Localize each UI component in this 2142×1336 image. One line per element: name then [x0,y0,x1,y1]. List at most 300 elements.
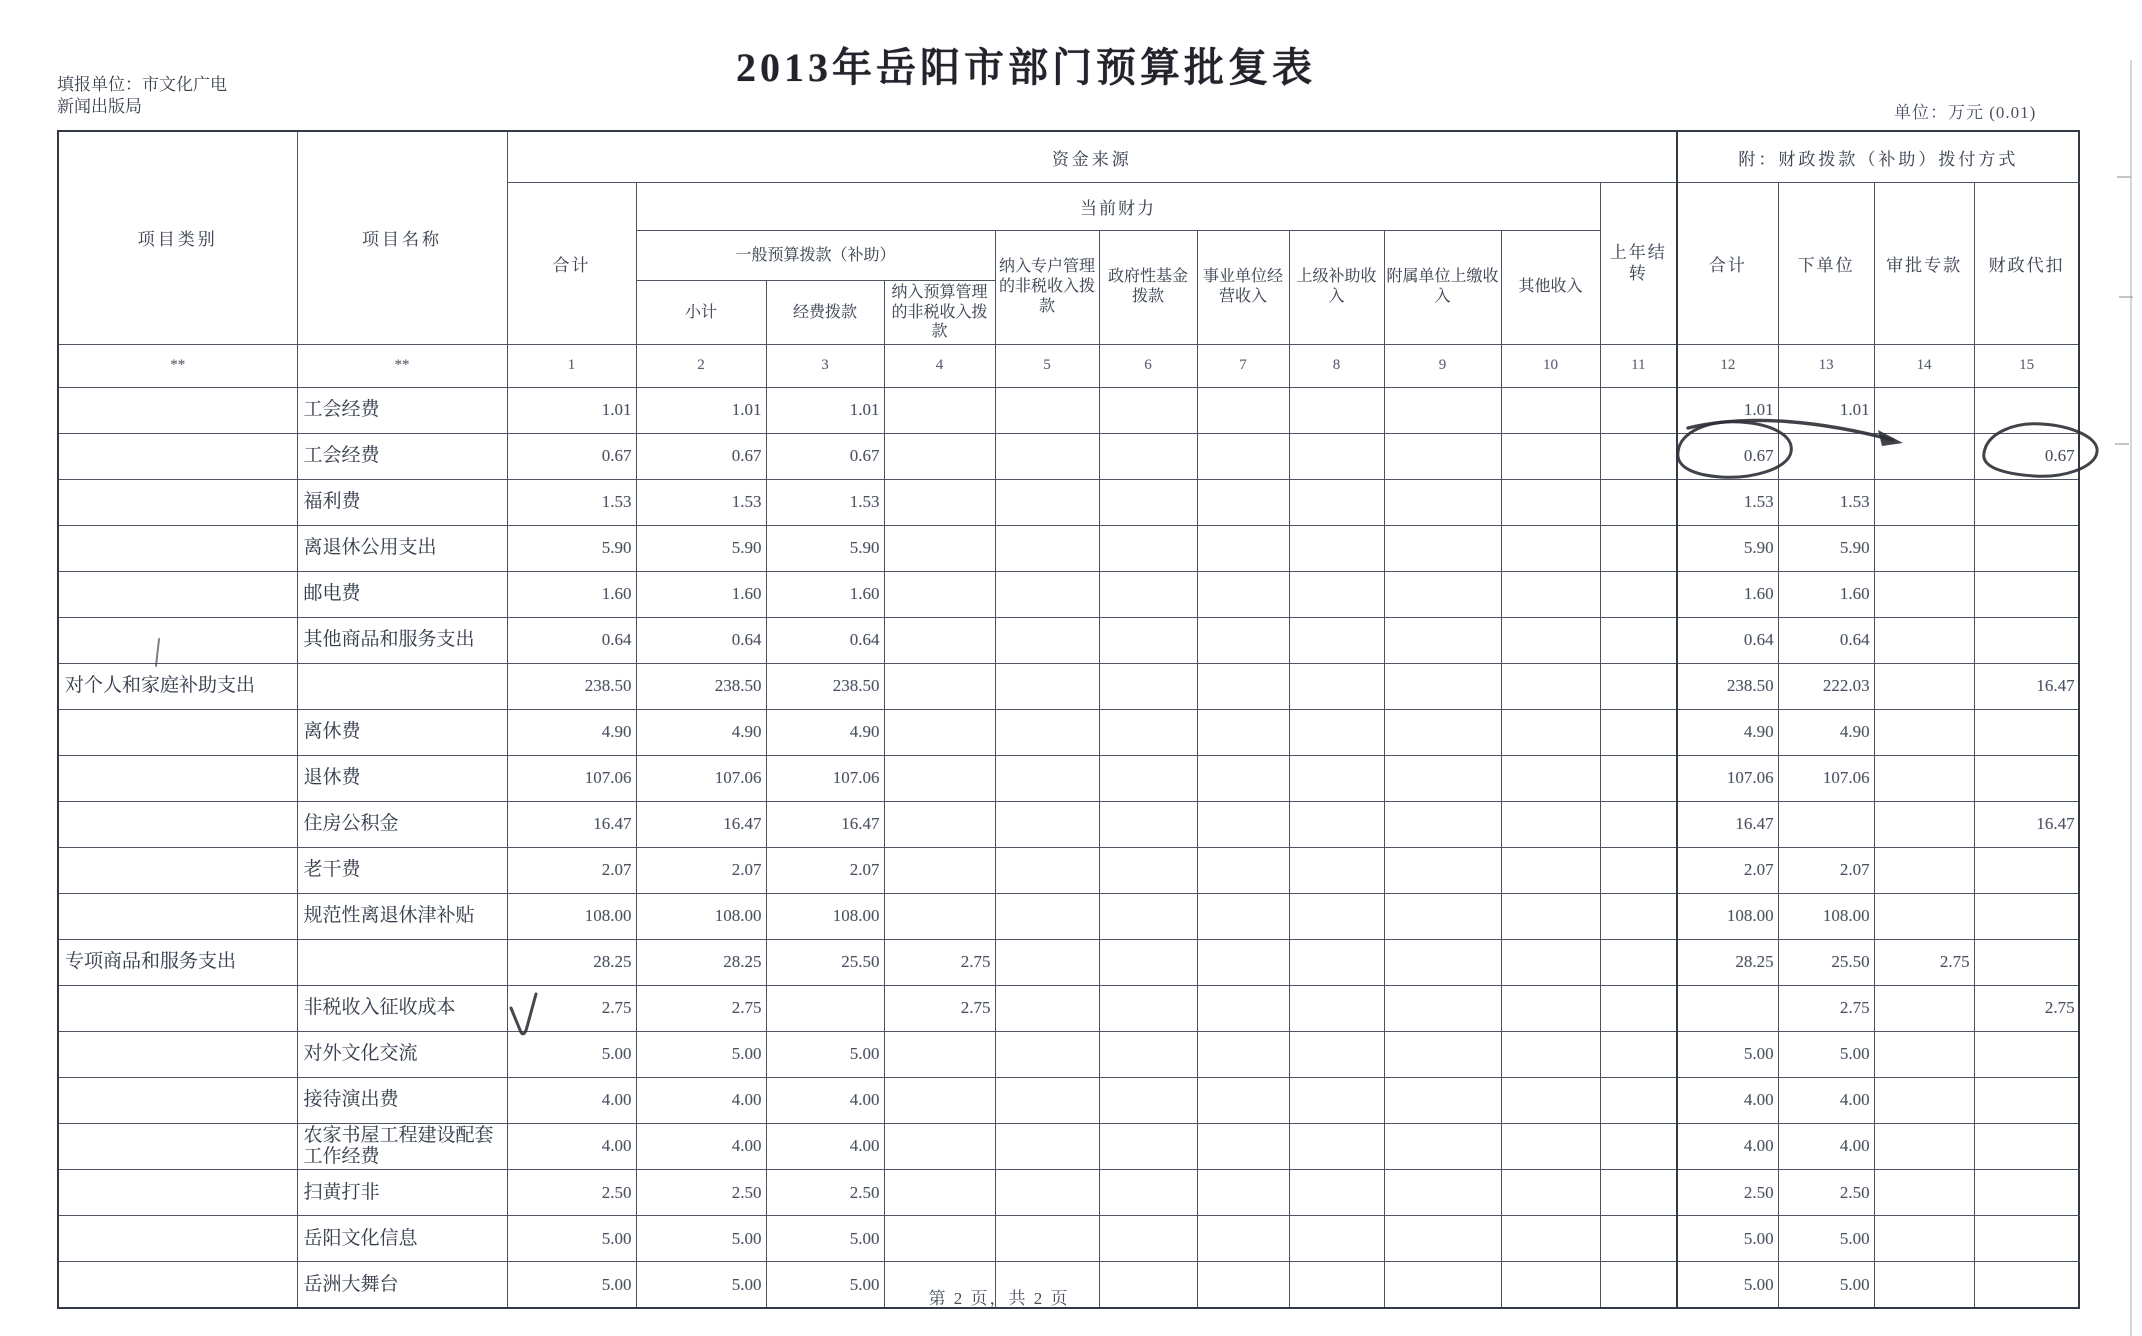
value-cell: 2.75 [507,985,636,1031]
item-name-cell: 工会经费 [297,387,507,433]
value-cell [1384,433,1501,479]
value-cell: 0.64 [507,617,636,663]
value-cell [1874,847,1974,893]
value-cell: 4.90 [1677,709,1778,755]
value-cell [1384,939,1501,985]
value-cell [1874,755,1974,801]
value-cell [884,479,995,525]
value-cell [1197,663,1289,709]
value-cell [884,893,995,939]
category-cell [58,433,297,479]
value-cell: 5.90 [766,525,884,571]
value-cell [1974,939,2079,985]
value-cell: 4.90 [766,709,884,755]
value-cell [1289,433,1384,479]
value-cell: 1.60 [1677,571,1778,617]
page-footer: 第 2 页，共 2 页 [928,1289,1070,1308]
value-cell: 5.90 [1677,525,1778,571]
value-cell [1501,663,1600,709]
value-cell: 0.64 [766,617,884,663]
item-name-cell: 岳洲大舞台 [297,1262,507,1309]
value-cell [1289,1077,1384,1123]
value-cell: 0.64 [1778,617,1874,663]
value-cell: 2.50 [1778,1170,1874,1216]
value-cell [1289,1216,1384,1262]
value-cell [1289,663,1384,709]
column-number: 9 [1384,344,1501,387]
category-cell [58,847,297,893]
value-cell [1974,893,2079,939]
value-cell [1384,1216,1501,1262]
value-cell [1289,1031,1384,1077]
value-cell [1874,985,1974,1031]
value-cell [1501,709,1600,755]
value-cell: 28.25 [1677,939,1778,985]
value-cell [1289,801,1384,847]
item-name-cell: 规范性离退休津补贴 [297,893,507,939]
category-cell [58,571,297,617]
value-cell: 107.06 [636,755,766,801]
column-number: 8 [1289,344,1384,387]
value-cell: 0.64 [1677,617,1778,663]
value-cell [1974,1031,2079,1077]
value-cell [1974,847,2079,893]
value-cell [995,985,1099,1031]
value-cell [1501,571,1600,617]
item-name-cell [297,663,507,709]
value-cell: 107.06 [766,755,884,801]
value-cell [1501,1031,1600,1077]
value-cell [995,479,1099,525]
value-cell [1501,1170,1600,1216]
category-cell [58,1123,297,1170]
value-cell [1197,1170,1289,1216]
value-cell [1197,479,1289,525]
table-row [58,1216,2079,1262]
header-gov-fund: 政府性基金拨款 [1099,231,1197,345]
value-cell [1974,1123,2079,1170]
table-row [58,755,2079,801]
value-cell: 2.50 [636,1170,766,1216]
value-cell [1384,525,1501,571]
value-cell [995,571,1099,617]
value-cell [1974,755,2079,801]
item-name-cell: 退休费 [297,755,507,801]
value-cell [1874,663,1974,709]
value-cell [1874,801,1974,847]
value-cell: 107.06 [1778,755,1874,801]
page-title: 2013年岳阳市部门预算批复表 [736,45,1316,90]
item-name-cell [297,939,507,985]
header-general-budget: 一般预算拨款（补助） [636,231,995,281]
item-name-cell: 邮电费 [297,571,507,617]
table-row [58,1170,2079,1216]
value-cell [1099,755,1197,801]
value-cell: 16.47 [1677,801,1778,847]
value-cell [1778,433,1874,479]
header-fiscal-withholding: 财政代扣 [1974,183,2079,345]
value-cell [1974,617,2079,663]
value-cell [1501,985,1600,1031]
value-cell [995,1170,1099,1216]
value-cell: 107.06 [1677,755,1778,801]
value-cell: 5.90 [636,525,766,571]
value-cell [1874,1031,1974,1077]
value-cell [884,755,995,801]
value-cell [884,1170,995,1216]
value-cell [1197,847,1289,893]
value-cell [884,1216,995,1262]
category-cell [58,1170,297,1216]
value-cell [1384,663,1501,709]
column-number: 14 [1874,344,1974,387]
value-cell [1099,1031,1197,1077]
value-cell: 16.47 [1974,801,2079,847]
value-cell: 2.50 [1677,1170,1778,1216]
value-cell [995,525,1099,571]
value-cell [1501,433,1600,479]
value-cell [884,617,995,663]
value-cell [1384,479,1501,525]
value-cell: 1.01 [507,387,636,433]
value-cell: 1.53 [766,479,884,525]
header-appendix-total: 合计 [1677,183,1778,345]
header-approved-special: 审批专款 [1874,183,1974,345]
reporting-unit-line2: 新闻出版局 [57,97,142,116]
value-cell: 5.00 [766,1262,884,1309]
value-cell [1501,479,1600,525]
table-row [58,525,2079,571]
value-cell [1874,1123,1974,1170]
value-cell: 5.90 [1778,525,1874,571]
value-cell [1974,387,2079,433]
value-cell: 4.00 [1778,1123,1874,1170]
value-cell [884,525,995,571]
value-cell: 5.00 [636,1262,766,1309]
value-cell: 108.00 [636,893,766,939]
table-row [58,387,2079,433]
value-cell: 0.67 [1677,433,1778,479]
value-cell [1099,893,1197,939]
item-name-cell: 岳阳文化信息 [297,1216,507,1262]
value-cell [884,801,995,847]
value-cell [1600,755,1677,801]
value-cell [995,847,1099,893]
value-cell [1974,479,2079,525]
value-cell [1289,387,1384,433]
value-cell [1974,1170,2079,1216]
value-cell [1874,387,1974,433]
header-expense-allocation: 经费拨款 [766,281,884,345]
value-cell [1197,387,1289,433]
scan-edge-dash [2117,176,2131,178]
value-cell: 1.01 [1677,387,1778,433]
value-cell: 108.00 [507,893,636,939]
value-cell [1099,1170,1197,1216]
value-cell [1600,1216,1677,1262]
column-number: ** [297,344,507,387]
table-row [58,663,2079,709]
value-cell [1384,1077,1501,1123]
value-cell [1501,1077,1600,1123]
scan-edge-dash [2119,296,2133,298]
value-cell [1289,1170,1384,1216]
value-cell [1099,571,1197,617]
value-cell [1289,939,1384,985]
column-number: 15 [1974,344,2079,387]
value-cell: 28.25 [507,939,636,985]
value-cell [1289,755,1384,801]
unit-note: 单位：万元 (0.01) [1894,103,2037,122]
value-cell [1600,939,1677,985]
value-cell [1197,985,1289,1031]
value-cell [1384,1031,1501,1077]
value-cell [884,1031,995,1077]
scan-edge-line [2130,60,2132,1336]
scan-edge-dash [2115,443,2129,445]
value-cell [1197,1077,1289,1123]
value-cell: 25.50 [1778,939,1874,985]
table-row [58,801,2079,847]
value-cell: 4.00 [507,1077,636,1123]
value-cell: 2.75 [884,985,995,1031]
value-cell [1384,1170,1501,1216]
value-cell: 2.75 [636,985,766,1031]
value-cell [1197,433,1289,479]
table-row [58,1077,2079,1123]
value-cell: 0.67 [766,433,884,479]
value-cell: 0.67 [1974,433,2079,479]
header-current-capacity: 当前财力 [636,183,1600,231]
value-cell: 2.07 [1677,847,1778,893]
value-cell [1501,939,1600,985]
value-cell [1600,709,1677,755]
value-cell [995,433,1099,479]
header-nontax-in-account: 纳入专户管理的非税收入拨款 [995,231,1099,345]
column-number: 10 [1501,344,1600,387]
value-cell: 2.07 [1778,847,1874,893]
value-cell: 108.00 [1677,893,1778,939]
value-cell [1099,1216,1197,1262]
value-cell [1099,985,1197,1031]
value-cell [1099,1077,1197,1123]
value-cell [995,617,1099,663]
value-cell [1384,893,1501,939]
value-cell [1099,433,1197,479]
value-cell [1600,571,1677,617]
value-cell [1099,939,1197,985]
value-cell [1384,387,1501,433]
value-cell: 4.00 [766,1077,884,1123]
column-number: 2 [636,344,766,387]
item-name-cell: 住房公积金 [297,801,507,847]
value-cell [884,847,995,893]
value-cell [1289,847,1384,893]
column-number: 13 [1778,344,1874,387]
category-cell [58,387,297,433]
value-cell: 4.90 [507,709,636,755]
column-number: 5 [995,344,1099,387]
table-row [58,709,2079,755]
header-total: 合计 [507,183,636,345]
column-number: 1 [507,344,636,387]
value-cell [1778,801,1874,847]
item-name-cell: 老干费 [297,847,507,893]
value-cell [1197,709,1289,755]
value-cell: 5.00 [1677,1031,1778,1077]
value-cell: 4.00 [766,1123,884,1170]
reporting-unit [57,74,227,118]
value-cell [1099,663,1197,709]
value-cell [1289,1123,1384,1170]
value-cell [1197,1123,1289,1170]
value-cell: 5.00 [766,1216,884,1262]
value-cell [1600,1170,1677,1216]
table-row [58,847,2079,893]
value-cell [1974,571,2079,617]
value-cell: 2.75 [1874,939,1974,985]
value-cell [1600,479,1677,525]
value-cell: 0.64 [636,617,766,663]
value-cell: 1.53 [507,479,636,525]
table-row [58,985,2079,1031]
header-other-income: 其他收入 [1501,231,1600,345]
value-cell: 4.90 [1778,709,1874,755]
value-cell [1874,893,1974,939]
column-number: 11 [1600,344,1677,387]
value-cell: 1.53 [1677,479,1778,525]
value-cell [1501,387,1600,433]
value-cell [1289,525,1384,571]
value-cell: 5.00 [636,1216,766,1262]
value-cell [1974,709,2079,755]
value-cell: 1.60 [766,571,884,617]
value-cell [1384,985,1501,1031]
item-name-cell: 福利费 [297,479,507,525]
value-cell: 0.67 [636,433,766,479]
value-cell [1501,893,1600,939]
value-cell [995,1077,1099,1123]
header-business-income: 事业单位经营收入 [1197,231,1289,345]
value-cell [1197,801,1289,847]
table-row [58,571,2079,617]
value-cell [1974,1077,2079,1123]
value-cell [884,387,995,433]
value-cell [1197,1216,1289,1262]
item-name-cell: 非税收入征收成本 [297,985,507,1031]
value-cell: 5.00 [1778,1262,1874,1309]
value-cell [1099,479,1197,525]
value-cell: 1.01 [766,387,884,433]
value-cell [884,571,995,617]
value-cell [1874,479,1974,525]
category-cell [58,985,297,1031]
header-nontax-in-budget: 纳入预算管理的非税收入拨款 [884,281,995,345]
value-cell: 2.50 [507,1170,636,1216]
value-cell: 16.47 [507,801,636,847]
column-number-row [58,344,2079,387]
column-number: 12 [1677,344,1778,387]
value-cell [884,1077,995,1123]
value-cell: 107.06 [507,755,636,801]
header-lower-unit: 下单位 [1778,183,1874,345]
value-cell [1600,433,1677,479]
value-cell [995,1031,1099,1077]
value-cell [766,985,884,1031]
category-cell [58,709,297,755]
value-cell: 16.47 [766,801,884,847]
value-cell [1501,801,1600,847]
item-name-cell: 离休费 [297,709,507,755]
item-name-cell: 扫黄打非 [297,1170,507,1216]
value-cell [1289,985,1384,1031]
value-cell: 2.07 [766,847,884,893]
table-row [58,939,2079,985]
value-cell: 5.00 [766,1031,884,1077]
value-cell: 238.50 [1677,663,1778,709]
value-cell: 1.53 [636,479,766,525]
value-cell [995,1216,1099,1262]
table-row [58,617,2079,663]
value-cell: 238.50 [507,663,636,709]
category-cell [58,479,297,525]
value-cell [1874,1216,1974,1262]
category-cell [58,1031,297,1077]
value-cell [1289,617,1384,663]
value-cell [1501,617,1600,663]
value-cell [884,433,995,479]
value-cell [1600,1031,1677,1077]
value-cell [1874,1170,1974,1216]
value-cell: 2.50 [766,1170,884,1216]
value-cell [884,709,995,755]
value-cell: 1.60 [1778,571,1874,617]
header-subtotal: 小计 [636,281,766,345]
value-cell: 2.07 [507,847,636,893]
category-cell [58,1216,297,1262]
column-number: ** [58,344,297,387]
value-cell [1289,571,1384,617]
value-cell [1501,525,1600,571]
value-cell [995,1123,1099,1170]
value-cell [1501,847,1600,893]
value-cell: 1.53 [1778,479,1874,525]
value-cell [1384,847,1501,893]
reporting-unit-line1: 填报单位：市文化广电 [57,75,227,94]
value-cell [1289,709,1384,755]
column-number: 4 [884,344,995,387]
value-cell [1099,1123,1197,1170]
header-funding-source: 资金来源 [507,131,1677,183]
value-cell [1501,755,1600,801]
value-cell: 4.00 [636,1077,766,1123]
value-cell: 5.90 [507,525,636,571]
column-number: 3 [766,344,884,387]
value-cell [1099,387,1197,433]
value-cell [1384,571,1501,617]
value-cell [995,709,1099,755]
value-cell [1600,387,1677,433]
value-cell [1600,1077,1677,1123]
value-cell: 2.75 [884,939,995,985]
category-cell [58,893,297,939]
value-cell: 5.00 [1677,1216,1778,1262]
value-cell [995,893,1099,939]
value-cell [1289,479,1384,525]
column-number: 6 [1099,344,1197,387]
value-cell [1099,525,1197,571]
category-cell [58,801,297,847]
